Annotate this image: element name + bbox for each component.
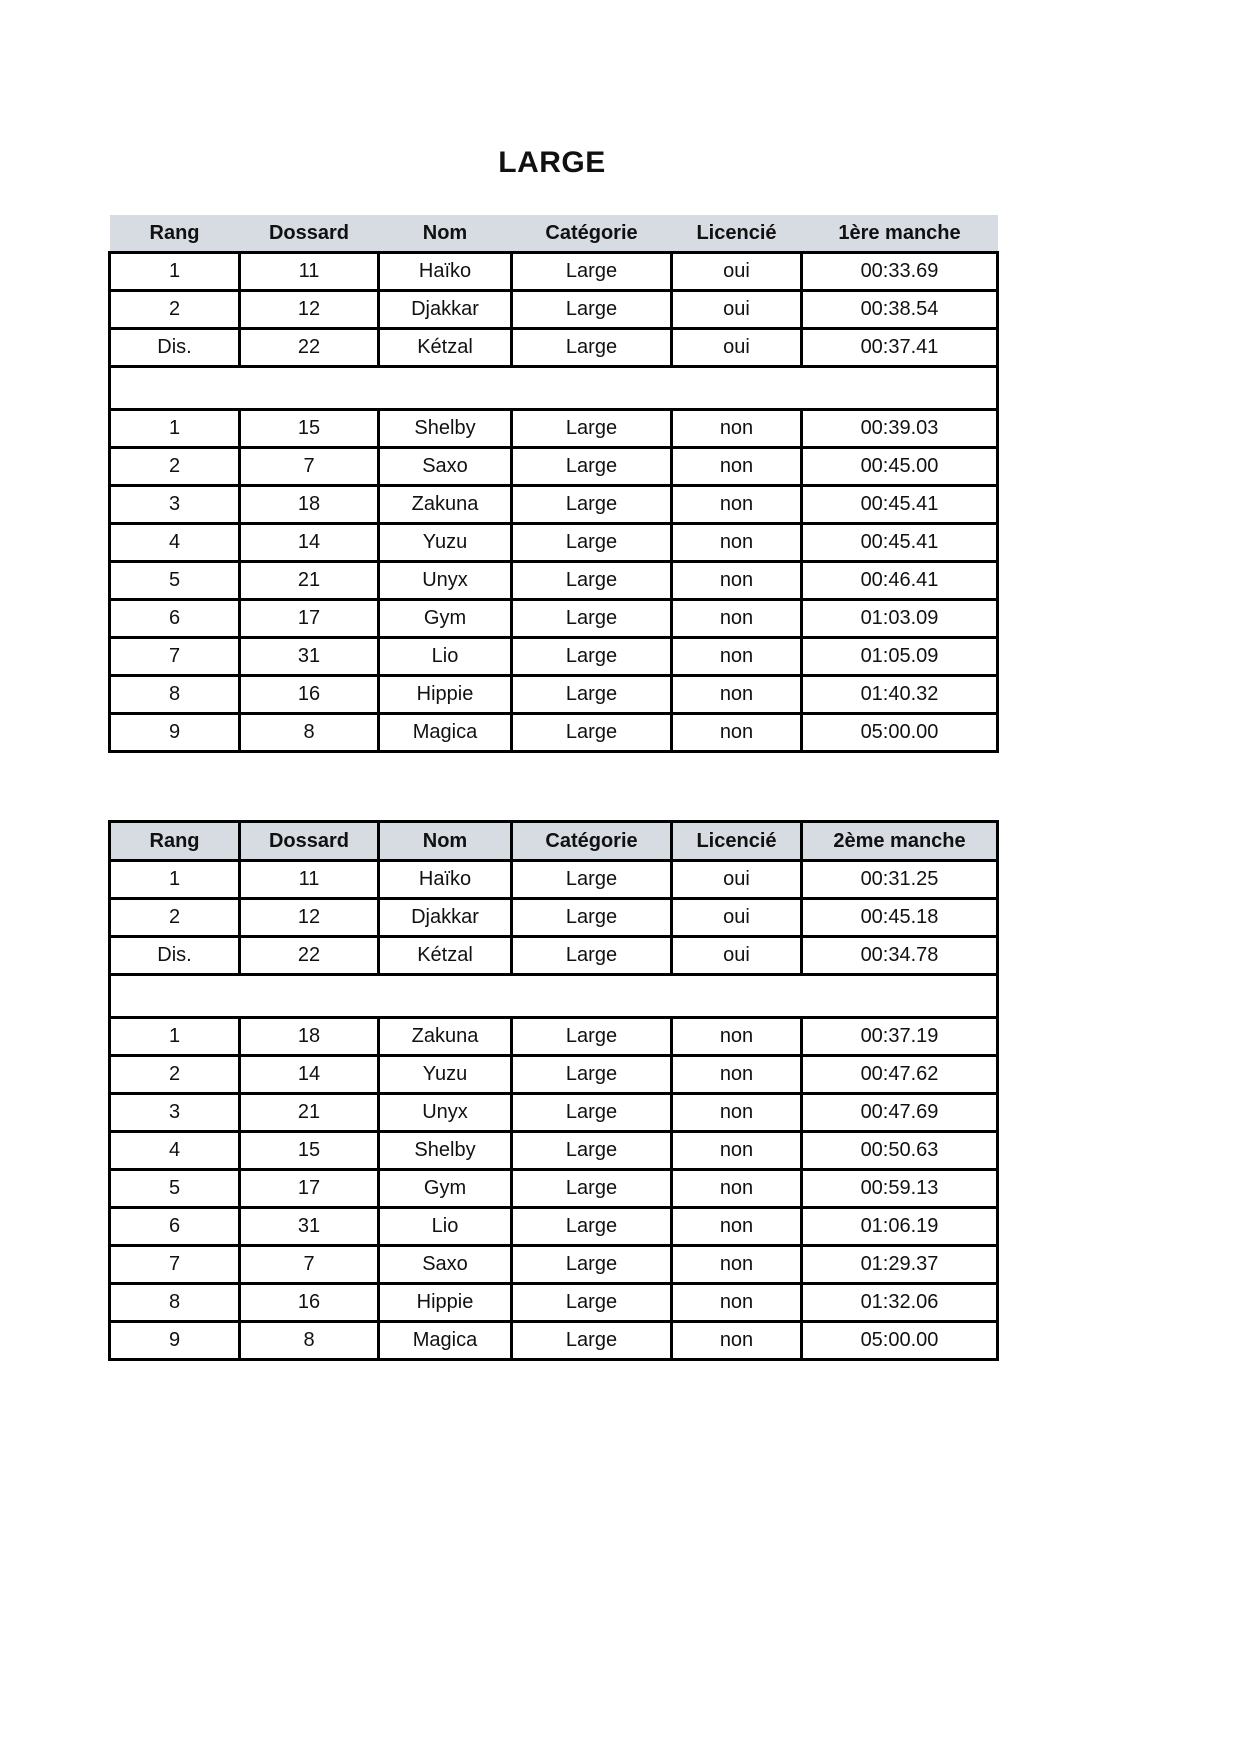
cell-licencie: non: [672, 486, 802, 524]
cell-nom: Saxo: [379, 1246, 512, 1284]
cell-nom: Magica: [379, 714, 512, 752]
cell-dossard: 16: [240, 1284, 379, 1322]
cell-dossard: 7: [240, 1246, 379, 1284]
cell-nom: Kétzal: [379, 329, 512, 367]
cell-2eme-manche: 00:47.62: [802, 1056, 998, 1094]
cell-nom: Kétzal: [379, 937, 512, 975]
cell-1ere-manche: 01:40.32: [802, 676, 998, 714]
cell-1ere-manche: 00:39.03: [802, 410, 998, 448]
cell-rang: 3: [110, 1094, 240, 1132]
cell-licencie: non: [672, 410, 802, 448]
cell-licencie: non: [672, 524, 802, 562]
cell-rang: 4: [110, 524, 240, 562]
cell-rang: 2: [110, 291, 240, 329]
cell-licencie: non: [672, 676, 802, 714]
cell-categorie: Large: [512, 600, 672, 638]
cell-rang: 9: [110, 714, 240, 752]
cell-licencie: non: [672, 1208, 802, 1246]
table-row: [110, 714, 998, 752]
column-header-rang: Rang: [110, 215, 240, 253]
cell-nom: Djakkar: [379, 899, 512, 937]
cell-1ere-manche: 00:46.41: [802, 562, 998, 600]
cell-dossard: 17: [240, 1170, 379, 1208]
cell-1ere-manche: 00:37.41: [802, 329, 998, 367]
cell-dossard: 21: [240, 562, 379, 600]
column-header-nom: Nom: [379, 822, 512, 861]
cell-licencie: non: [672, 714, 802, 752]
table-row: [110, 1322, 998, 1360]
table-row: [110, 899, 998, 937]
cell-nom: Magica: [379, 1322, 512, 1360]
cell-rang: 8: [110, 676, 240, 714]
cell-nom: Gym: [379, 1170, 512, 1208]
cell-dossard: 17: [240, 600, 379, 638]
cell-licencie: non: [672, 638, 802, 676]
cell-2eme-manche: 05:00.00: [802, 1322, 998, 1360]
cell-licencie: oui: [672, 291, 802, 329]
cell-rang: 5: [110, 562, 240, 600]
results-table-manche-1: [108, 215, 999, 753]
cell-rang: 1: [110, 1018, 240, 1056]
table-row: [110, 410, 998, 448]
spacer-row: [110, 975, 998, 1018]
column-header-categorie: Catégorie: [512, 215, 672, 253]
cell-categorie: Large: [512, 937, 672, 975]
cell-dossard: 18: [240, 1018, 379, 1056]
cell-rang: 2: [110, 1056, 240, 1094]
table-row: [110, 1246, 998, 1284]
cell-dossard: 7: [240, 448, 379, 486]
cell-nom: Haïko: [379, 253, 512, 291]
column-header-nom: Nom: [379, 215, 512, 253]
table-row: [110, 1284, 998, 1322]
cell-1ere-manche: 00:45.00: [802, 448, 998, 486]
cell-2eme-manche: 01:32.06: [802, 1284, 998, 1322]
cell-1ere-manche: 05:00.00: [802, 714, 998, 752]
cell-nom: Zakuna: [379, 486, 512, 524]
cell-categorie: Large: [512, 329, 672, 367]
cell-categorie: Large: [512, 562, 672, 600]
cell-2eme-manche: 01:06.19: [802, 1208, 998, 1246]
cell-dossard: 15: [240, 1132, 379, 1170]
column-header-1ere-manche: 1ère manche: [802, 215, 998, 253]
table-row: [110, 524, 998, 562]
cell-categorie: Large: [512, 448, 672, 486]
cell-2eme-manche: 00:59.13: [802, 1170, 998, 1208]
cell-1ere-manche: 00:33.69: [802, 253, 998, 291]
cell-categorie: Large: [512, 1284, 672, 1322]
table-row: [110, 600, 998, 638]
cell-rang: 7: [110, 638, 240, 676]
cell-categorie: Large: [512, 1170, 672, 1208]
table-row: [110, 448, 998, 486]
cell-dossard: 8: [240, 1322, 379, 1360]
cell-nom: Djakkar: [379, 291, 512, 329]
table-row: [110, 329, 998, 367]
cell-rang: 3: [110, 486, 240, 524]
cell-nom: Gym: [379, 600, 512, 638]
cell-rang: 8: [110, 1284, 240, 1322]
cell-2eme-manche: 00:31.25: [802, 861, 998, 899]
column-header-dossard: Dossard: [240, 822, 379, 861]
cell-rang: 4: [110, 1132, 240, 1170]
cell-rang: 9: [110, 1322, 240, 1360]
cell-categorie: Large: [512, 1322, 672, 1360]
cell-licencie: non: [672, 1132, 802, 1170]
spacer-cell: [110, 367, 998, 410]
cell-2eme-manche: 01:29.37: [802, 1246, 998, 1284]
cell-licencie: non: [672, 1018, 802, 1056]
header-row: [110, 215, 998, 253]
cell-categorie: Large: [512, 1132, 672, 1170]
cell-dossard: 15: [240, 410, 379, 448]
cell-nom: Yuzu: [379, 524, 512, 562]
column-header-2eme-manche: 2ème manche: [802, 822, 998, 861]
cell-categorie: Large: [512, 1056, 672, 1094]
cell-categorie: Large: [512, 486, 672, 524]
cell-rang: 6: [110, 600, 240, 638]
table-row: [110, 1018, 998, 1056]
table-row: [110, 253, 998, 291]
cell-categorie: Large: [512, 1208, 672, 1246]
cell-categorie: Large: [512, 410, 672, 448]
cell-categorie: Large: [512, 638, 672, 676]
table-row: [110, 1056, 998, 1094]
cell-nom: Hippie: [379, 676, 512, 714]
table-row: [110, 1170, 998, 1208]
results-table-manche-2: [108, 820, 999, 1361]
cell-licencie: non: [672, 448, 802, 486]
table-row: [110, 291, 998, 329]
cell-rang: 7: [110, 1246, 240, 1284]
cell-dossard: 11: [240, 253, 379, 291]
cell-dossard: 12: [240, 291, 379, 329]
cell-categorie: Large: [512, 253, 672, 291]
cell-categorie: Large: [512, 524, 672, 562]
cell-licencie: oui: [672, 253, 802, 291]
cell-rang: 1: [110, 861, 240, 899]
cell-dossard: 31: [240, 1208, 379, 1246]
cell-dossard: 22: [240, 329, 379, 367]
cell-2eme-manche: 00:37.19: [802, 1018, 998, 1056]
cell-nom: Saxo: [379, 448, 512, 486]
column-header-categorie: Catégorie: [512, 822, 672, 861]
cell-rang: 2: [110, 899, 240, 937]
table-row: [110, 1132, 998, 1170]
cell-licencie: oui: [672, 937, 802, 975]
spacer-row: [110, 367, 998, 410]
cell-categorie: Large: [512, 1018, 672, 1056]
cell-dossard: 16: [240, 676, 379, 714]
cell-rang: 6: [110, 1208, 240, 1246]
cell-rang: 5: [110, 1170, 240, 1208]
cell-nom: Shelby: [379, 1132, 512, 1170]
cell-nom: Zakuna: [379, 1018, 512, 1056]
table-row: [110, 861, 998, 899]
cell-dossard: 14: [240, 1056, 379, 1094]
cell-licencie: non: [672, 1170, 802, 1208]
cell-nom: Lio: [379, 638, 512, 676]
cell-dossard: 14: [240, 524, 379, 562]
cell-licencie: non: [672, 1094, 802, 1132]
cell-nom: Hippie: [379, 1284, 512, 1322]
cell-1ere-manche: 00:45.41: [802, 524, 998, 562]
cell-nom: Lio: [379, 1208, 512, 1246]
cell-nom: Yuzu: [379, 1056, 512, 1094]
table-row: [110, 676, 998, 714]
table-row: [110, 638, 998, 676]
cell-dossard: 11: [240, 861, 379, 899]
cell-rang: 1: [110, 253, 240, 291]
cell-dossard: 21: [240, 1094, 379, 1132]
cell-categorie: Large: [512, 899, 672, 937]
header-row: [110, 822, 998, 861]
cell-categorie: Large: [512, 714, 672, 752]
cell-licencie: oui: [672, 329, 802, 367]
cell-nom: Shelby: [379, 410, 512, 448]
cell-licencie: non: [672, 1056, 802, 1094]
table-row: [110, 486, 998, 524]
cell-2eme-manche: 00:34.78: [802, 937, 998, 975]
table-row: [110, 937, 998, 975]
column-header-rang: Rang: [110, 822, 240, 861]
cell-licencie: non: [672, 600, 802, 638]
cell-2eme-manche: 00:45.18: [802, 899, 998, 937]
cell-dossard: 31: [240, 638, 379, 676]
cell-categorie: Large: [512, 676, 672, 714]
cell-2eme-manche: 00:50.63: [802, 1132, 998, 1170]
cell-1ere-manche: 00:38.54: [802, 291, 998, 329]
cell-categorie: Large: [512, 291, 672, 329]
cell-licencie: oui: [672, 899, 802, 937]
cell-1ere-manche: 00:45.41: [802, 486, 998, 524]
cell-dossard: 12: [240, 899, 379, 937]
cell-licencie: non: [672, 562, 802, 600]
table-row: [110, 562, 998, 600]
cell-dossard: 22: [240, 937, 379, 975]
cell-nom: Unyx: [379, 562, 512, 600]
cell-nom: Haïko: [379, 861, 512, 899]
cell-rang: Dis.: [110, 937, 240, 975]
column-header-dossard: Dossard: [240, 215, 379, 253]
cell-dossard: 8: [240, 714, 379, 752]
cell-2eme-manche: 00:47.69: [802, 1094, 998, 1132]
cell-rang: 2: [110, 448, 240, 486]
cell-rang: 1: [110, 410, 240, 448]
cell-licencie: non: [672, 1322, 802, 1360]
cell-licencie: non: [672, 1246, 802, 1284]
cell-dossard: 18: [240, 486, 379, 524]
cell-categorie: Large: [512, 1246, 672, 1284]
cell-categorie: Large: [512, 861, 672, 899]
cell-licencie: oui: [672, 861, 802, 899]
cell-1ere-manche: 01:03.09: [802, 600, 998, 638]
cell-licencie: non: [672, 1284, 802, 1322]
table-row: [110, 1208, 998, 1246]
page-title: LARGE: [498, 146, 606, 179]
cell-1ere-manche: 01:05.09: [802, 638, 998, 676]
table-row: [110, 1094, 998, 1132]
cell-rang: Dis.: [110, 329, 240, 367]
column-header-licencie: Licencié: [672, 822, 802, 861]
cell-categorie: Large: [512, 1094, 672, 1132]
cell-nom: Unyx: [379, 1094, 512, 1132]
spacer-cell: [110, 975, 998, 1018]
column-header-licencie: Licencié: [672, 215, 802, 253]
